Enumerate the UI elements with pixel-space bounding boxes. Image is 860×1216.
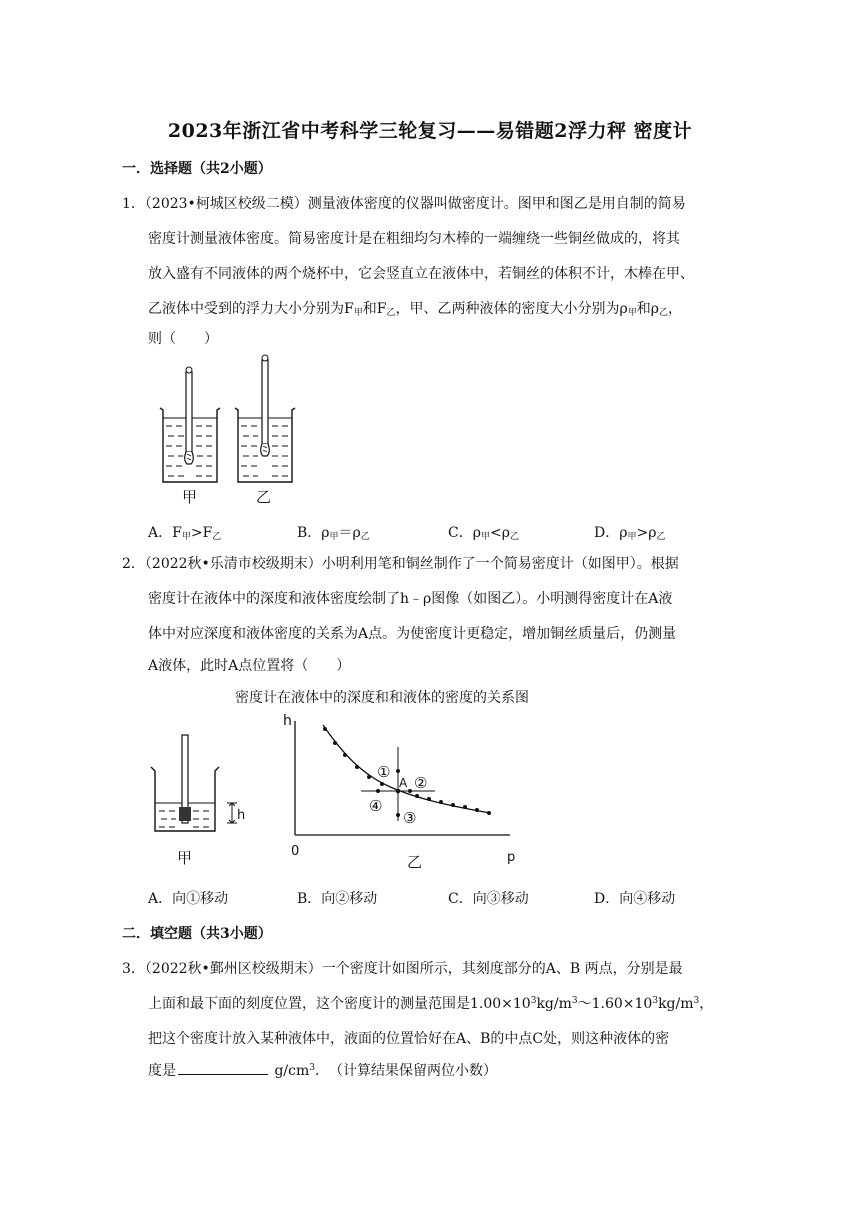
label-yi-q2: 乙	[407, 853, 423, 871]
q1-option-c[interactable]: C．$\rho_甲<\rho_乙$	[448, 525, 519, 542]
q1-option-b[interactable]: B．$\rho_甲=\rho_乙$	[297, 525, 370, 542]
q2-option-c[interactable]: C．向③移动	[448, 891, 529, 907]
origin-label: 0	[291, 844, 300, 859]
q3-line3: 把这个密度计放入某种液体中，液面的位置恰好在A、B的中点C处，则这种液体的密	[148, 1031, 670, 1047]
q1-line2: 密度计测量液体密度。简易密度计是在粗细均匀木棒的一端缠绕一些铜丝做成的，将其	[148, 231, 680, 247]
q2-line3: 体中对应深度和液体密度的关系为A点。为使密度计更稳定，增加铜丝质量后，仍测量	[148, 626, 677, 642]
q1-line4: 乙液体中受到的浮力大小分别为$F_甲$和$F_乙$，甲、乙两种液体的密度大小分别为$\rho_甲$和$\rho_乙$，	[148, 301, 682, 318]
label-jia-q2: 甲	[177, 849, 193, 867]
h-label: h	[237, 808, 246, 823]
beaker-yi	[235, 355, 295, 482]
q2-line2: 密度计在液体中的深度和液体密度绘制了h﹣ρ图像（如图乙）。小明测得密度计在A液	[148, 591, 673, 607]
marker-3: ③	[403, 809, 417, 827]
q2-option-a[interactable]: A．向①移动	[148, 891, 229, 907]
page-title: 2023年浙江省中考科学三轮复习——易错题2浮力秤 密度计	[167, 120, 693, 142]
marker-1: ①	[377, 763, 391, 781]
beaker-q2	[151, 735, 245, 867]
q2-option-b[interactable]: B．向②移动	[297, 891, 378, 907]
q2-figure	[145, 685, 535, 875]
curve-points	[323, 727, 491, 815]
q1-option-d[interactable]: D．$\rho_甲>\rho_乙$	[594, 525, 666, 542]
marker-4: ④	[369, 797, 383, 815]
label-yi: 乙	[256, 488, 272, 506]
q2-line4: A液体，此时A点位置将（ ）	[148, 658, 351, 674]
x-axis-label: p	[507, 850, 516, 865]
q2-line1: 2．（2022秋•乐清市校级期末）小明利用笔和铜丝制作了一个简易密度计（如图甲）。根据	[122, 556, 679, 572]
chart-title: 密度计在液体中的深度和和液体的密度的关系图	[235, 690, 529, 706]
q1-option-a[interactable]: A．$F_甲>F_乙$	[148, 525, 222, 542]
marker-2: ②	[414, 774, 428, 792]
q2-option-d[interactable]: D．向④移动	[594, 891, 676, 907]
q3-line4: 度是 $g/cm^3$． （计算结果保留两位小数）	[148, 1060, 497, 1080]
section-heading-choice: 一．选择题（共2小题）	[122, 161, 272, 177]
q3-line2: 上面和最下面的刻度位置，这个密度计的测量范围是$1.00\times 10^3kg/m^3\sim 1.60\times 10^3kg/m^3$，	[148, 996, 714, 1012]
h-rho-graph	[283, 713, 515, 871]
point-a-label: A	[399, 776, 408, 790]
section-heading-fill: 二．填空题（共3小题）	[122, 926, 272, 942]
q3-line1: 3．（2022秋•鄞州区校级期末）一个密度计如图所示，其刻度部分的A、B 两点，分别是最	[122, 961, 683, 977]
q1-line1: 1．（2023•柯城区校级二模）测量液体密度的仪器叫做密度计。图甲和图乙是用自制的简易	[122, 196, 686, 212]
beaker-jia	[160, 367, 220, 482]
q1-line5: 则（ ）	[148, 331, 218, 347]
q1-figure	[150, 350, 300, 510]
label-jia: 甲	[182, 488, 198, 506]
answer-blank[interactable]	[178, 1060, 268, 1075]
y-axis-label: h	[283, 713, 292, 729]
q1-line3: 放入盛有不同液体的两个烧杯中，它会竖直立在液体中，若铜丝的体积不计，木棒在甲、	[148, 266, 694, 282]
